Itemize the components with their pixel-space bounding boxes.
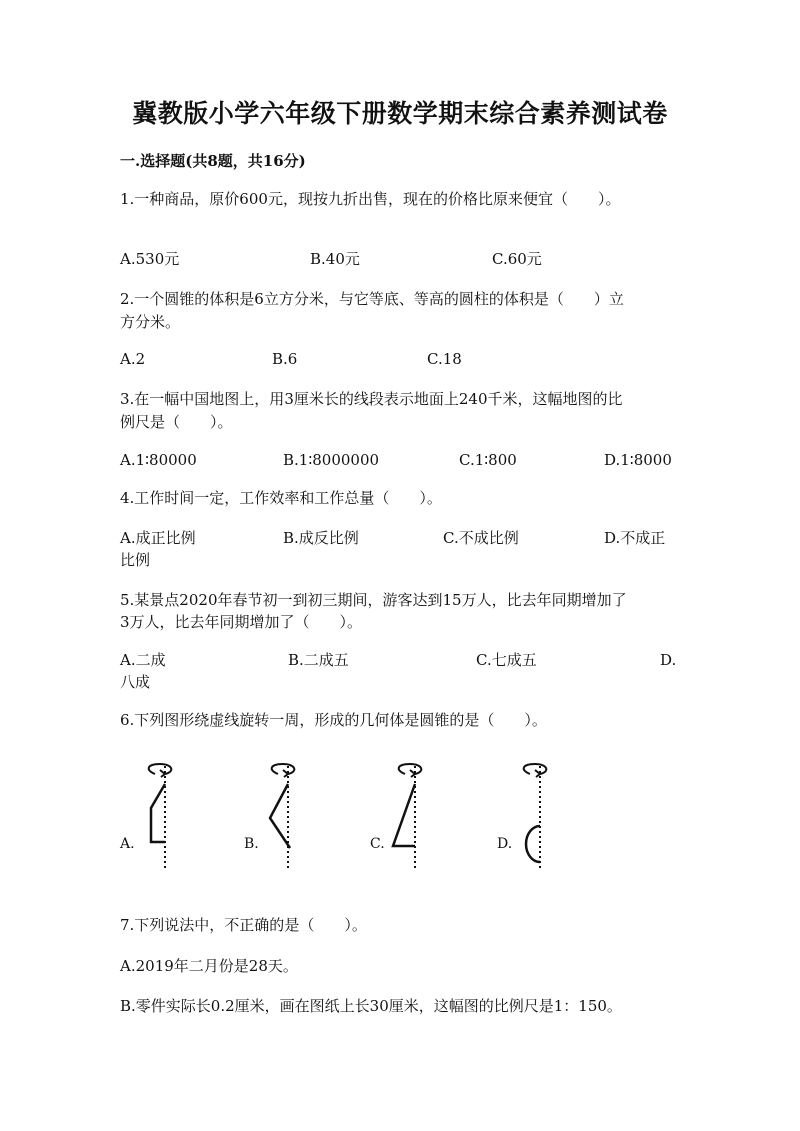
figure-b-kite-icon — [258, 760, 318, 870]
question-2-option-a: A.2 — [120, 350, 146, 368]
figure-a-label: A. — [120, 836, 135, 852]
question-4-option-a: A.成正比例 — [120, 529, 196, 547]
question-7-option-a: A.2019年二月份是28天。 — [120, 957, 298, 975]
question-1-option-a: A.530元 — [120, 250, 180, 268]
question-7-option-b: B.零件实际长0.2厘米，画在图纸上长30厘米，这幅图的比例尺是1：150。 — [120, 997, 622, 1015]
question-7-text: 7.下列说法中，不正确的是（ ）。 — [120, 916, 367, 934]
question-4-option-d: D.不成正 — [604, 529, 666, 547]
figure-c-label: C. — [370, 836, 385, 852]
question-2-option-c: C.18 — [427, 350, 462, 368]
page-title: 冀教版小学六年级下册数学期末综合素养测试卷 — [132, 99, 668, 128]
figure-d-semicircle-icon — [510, 760, 570, 870]
section-heading: 一.选择题(共8题，共16分) — [120, 152, 306, 170]
question-2-text-line-1: 2.一个圆锥的体积是6立方分米，与它等底、等高的圆柱的体积是（ ）立 — [120, 290, 624, 308]
question-3-text-line-1: 3.在一幅中国地图上，用3厘米长的线段表示地面上240千米，这幅地图的比 — [120, 390, 623, 408]
figure-c-triangle-icon — [385, 760, 445, 870]
figure-d-label: D. — [497, 836, 513, 852]
question-5-option-d: D. — [660, 651, 677, 669]
question-4-option-d-wrap: 比例 — [120, 551, 151, 569]
question-5-option-a: A.二成 — [120, 651, 166, 669]
question-3-option-a: A.1∶80000 — [120, 451, 197, 469]
question-1-option-b: B.40元 — [310, 250, 360, 268]
question-6-text: 6.下列图形绕虚线旋转一周，形成的几何体是圆锥的是（ ）。 — [120, 711, 547, 729]
question-5-text-line-2: 3万人，比去年同期增加了（ ）。 — [120, 613, 363, 631]
question-1-text: 1.一种商品，原价600元，现按九折出售，现在的价格比原来便宜（ ）。 — [120, 190, 621, 208]
question-2-option-b: B.6 — [272, 350, 298, 368]
question-5-option-d-wrap: 八成 — [120, 673, 151, 691]
question-3-option-d: D.1∶8000 — [604, 451, 672, 469]
question-3-option-b: B.1∶8000000 — [283, 451, 380, 469]
question-4-option-b: B.成反比例 — [283, 529, 359, 547]
figure-a-trapezoid-icon — [135, 760, 195, 870]
question-5-option-c: C.七成五 — [476, 651, 537, 669]
figure-b-label: B. — [244, 836, 259, 852]
question-3-text-line-2: 例尺是（ ）。 — [120, 413, 233, 431]
question-4-text: 4.工作时间一定，工作效率和工作总量（ ）。 — [120, 489, 442, 507]
question-5-option-b: B.二成五 — [288, 651, 349, 669]
question-3-option-c: C.1∶800 — [459, 451, 517, 469]
question-4-option-c: C.不成比例 — [443, 529, 519, 547]
question-2-text-line-2: 方分米。 — [120, 313, 181, 331]
question-1-option-c: C.60元 — [492, 250, 542, 268]
question-5-text-line-1: 5.某景点2020年春节初一到初三期间，游客达到15万人，比去年同期增加了 — [120, 591, 627, 609]
